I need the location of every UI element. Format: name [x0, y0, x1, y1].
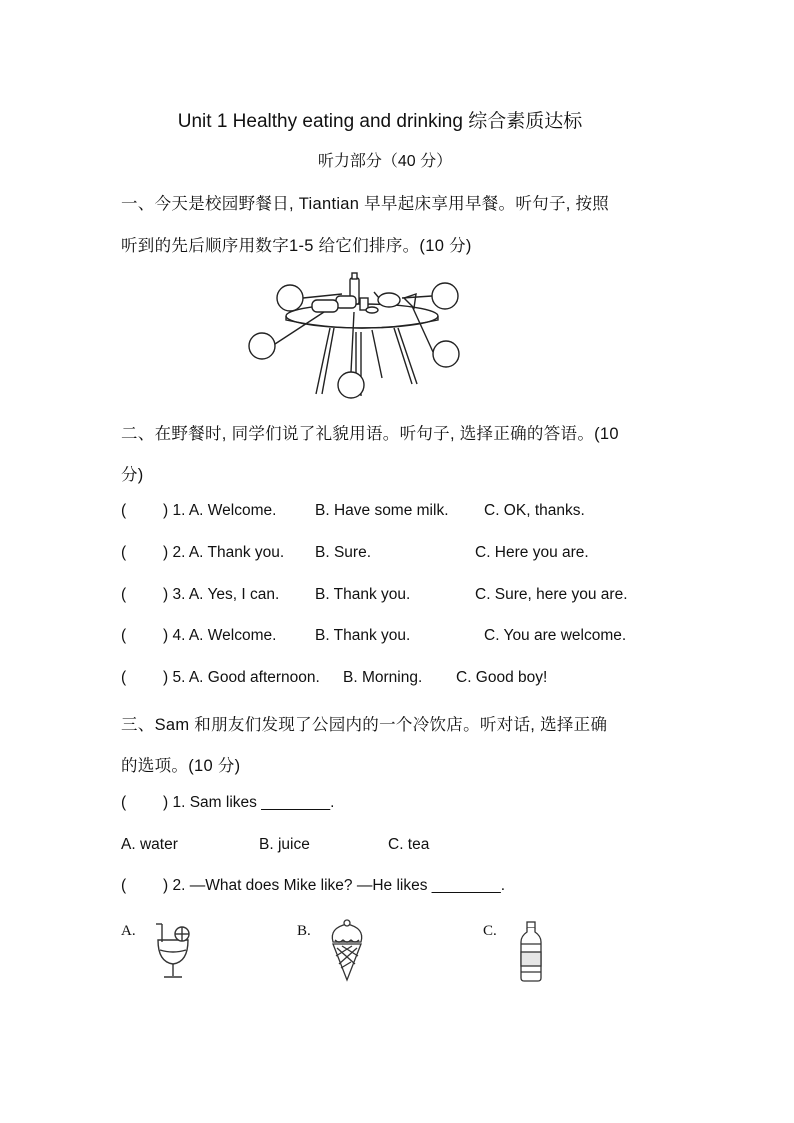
- water-bottle-icon: [516, 920, 546, 984]
- question-option-c: C. You are welcome.: [484, 627, 627, 644]
- answer-bracket[interactable]: (: [121, 502, 127, 519]
- picture-option-label-c: C.: [483, 923, 497, 939]
- question-option-a: ) 5. A. Good afternoon.: [163, 669, 320, 686]
- question-option-b: B. Thank you.: [315, 586, 411, 603]
- question-option-b: B. Morning.: [343, 669, 423, 686]
- question-option-c: C. Here you are.: [475, 544, 589, 561]
- option-c: C. tea: [388, 836, 430, 853]
- answer-bracket[interactable]: (: [121, 627, 127, 644]
- question-row: [121, 544, 721, 566]
- question-option-b: B. Thank you.: [315, 627, 411, 644]
- question-text: ) 1. Sam likes ________.: [163, 794, 335, 811]
- section2-instruction-line1: 二、在野餐时, 同学们说了礼貌用语。听句子, 选择正确的答语。(10: [121, 425, 619, 443]
- option-a: A. water: [121, 836, 178, 853]
- section1-instruction-line1: 一、今天是校园野餐日, Tiantian 早早起床享用早餐。听句子, 按照: [121, 195, 610, 213]
- section3-instruction-line2: 的选项。(10 分): [121, 757, 241, 775]
- answer-bracket[interactable]: (: [121, 794, 127, 811]
- section1-instruction-line2: 听到的先后顺序用数字1-5 给它们排序。(10 分): [121, 237, 472, 255]
- question-row: [121, 627, 721, 649]
- question-row: [121, 794, 721, 816]
- options-row: [121, 836, 721, 858]
- juice-glass-icon: [150, 920, 196, 984]
- option-b: B. juice: [259, 836, 310, 853]
- answer-bracket[interactable]: (: [121, 544, 127, 561]
- question-row: [121, 502, 721, 524]
- picture-option-label-a: A.: [121, 923, 136, 939]
- question-option-c: C. Good boy!: [456, 669, 548, 686]
- question-option-c: C. OK, thanks.: [484, 502, 585, 519]
- question-option-a: ) 2. A. Thank you.: [163, 544, 285, 561]
- page-subtitle: 听力部分（40 分）: [317, 153, 453, 170]
- question-text: ) 2. —What does Mike like? —He likes ________.: [163, 877, 506, 894]
- ice-cream-cone-icon: [325, 918, 369, 984]
- question-option-a: ) 4. A. Welcome.: [163, 627, 277, 644]
- question-row: [121, 586, 721, 608]
- picture-option-label-b: B.: [297, 923, 311, 939]
- question-option-b: B. Have some milk.: [315, 502, 449, 519]
- section2-instruction-line2: 分): [121, 466, 144, 484]
- question-option-c: C. Sure, here you are.: [475, 586, 628, 603]
- question-option-a: ) 3. A. Yes, I can.: [163, 586, 280, 603]
- answer-bracket[interactable]: (: [121, 586, 127, 603]
- section3-instruction-line1: 三、Sam 和朋友们发现了公园内的一个冷饮店。听对话, 选择正确: [121, 716, 608, 734]
- question-option-b: B. Sure.: [315, 544, 371, 561]
- page-title: Unit 1 Healthy eating and drinking 综合素质达标: [177, 111, 583, 132]
- answer-bracket[interactable]: (: [121, 669, 127, 686]
- question-row: [121, 669, 721, 691]
- picnic-table-illustration: [244, 268, 464, 402]
- answer-bracket[interactable]: (: [121, 877, 127, 894]
- question-option-a: ) 1. A. Welcome.: [163, 502, 277, 519]
- question-row: [121, 877, 721, 899]
